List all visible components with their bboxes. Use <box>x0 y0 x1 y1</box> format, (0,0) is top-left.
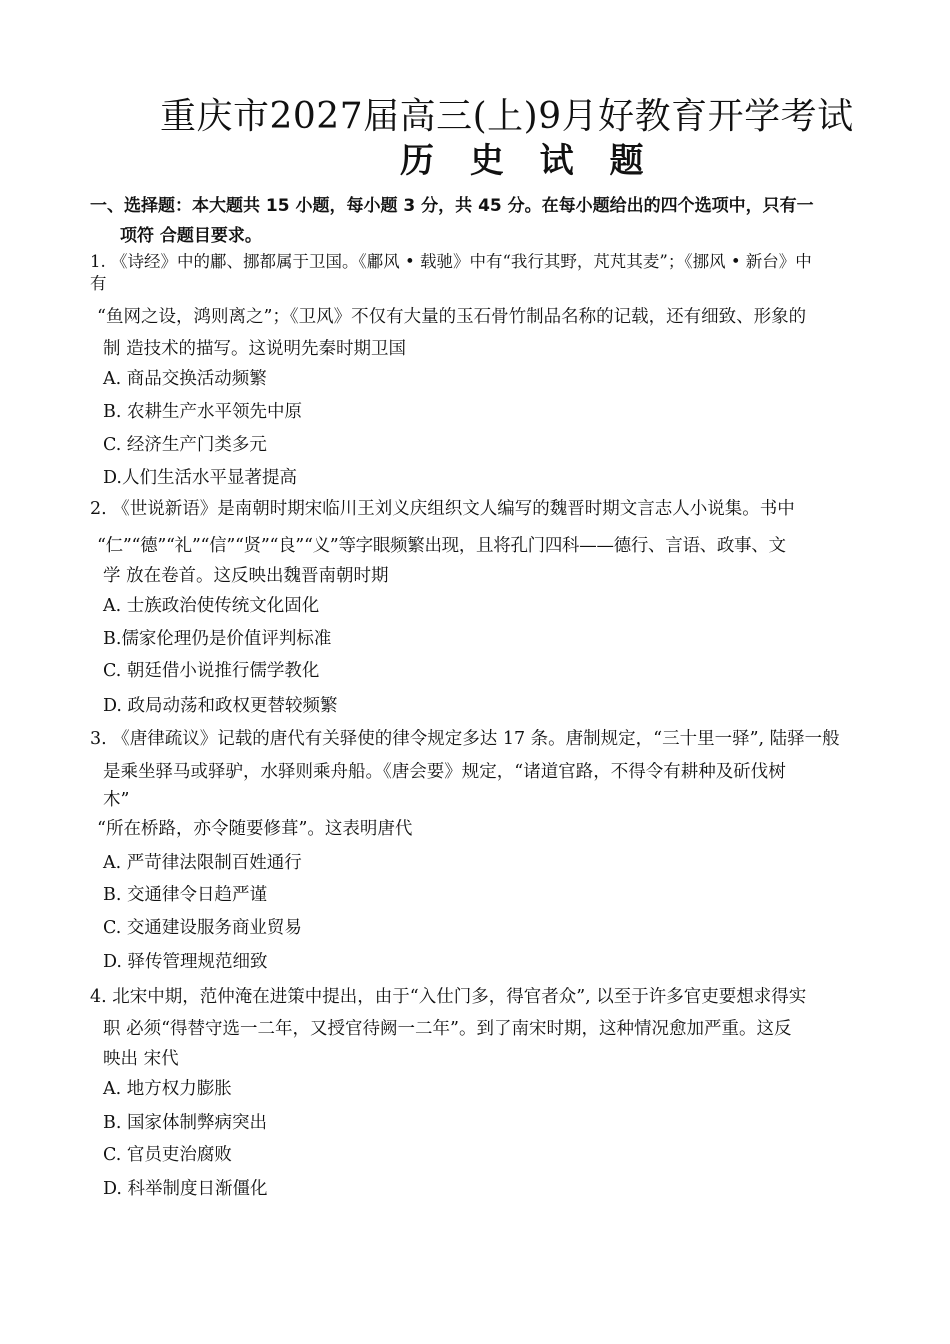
option-a: A. 地方权力膨胀 <box>103 1079 232 1099</box>
question-line: 是乘坐驿马或驿驴，水驿则乘舟船。《唐会要》规定，“诸道官路，不得令有耕种及斫伐树 <box>103 762 786 782</box>
exam-title: 重庆市2027届高三(上)9月好教育开学考试 <box>160 96 854 137</box>
option-c: C. 交通建设服务商业贸易 <box>103 918 302 938</box>
option-a: A. 商品交换活动频繁 <box>103 369 267 389</box>
option-b: B.儒家伦理仍是价值评判标准 <box>103 629 332 649</box>
option-a: A. 士族政治使传统文化固化 <box>103 596 320 616</box>
question-line: 4. 北宋中期，范仲淹在进策中提出，由于“入仕门多，得官者众”, 以至于许多官吏要想求得实 <box>90 987 807 1007</box>
option-b: B. 国家体制弊病突出 <box>103 1113 267 1133</box>
option-b: B. 交通律令日趋严谨 <box>103 885 267 905</box>
question-line: “所在桥路，亦令随要修葺”。这表明唐代 <box>97 819 413 839</box>
exam-subtitle: 历 史 试 题 <box>400 141 656 181</box>
option-c: C. 经济生产门类多元 <box>103 435 267 455</box>
question-line: 木” <box>103 790 130 810</box>
question-line: 有 <box>90 274 107 293</box>
option-a: A. 严苛律法限制百姓通行 <box>103 853 302 873</box>
question-line: 1. 《诗经》中的鄘、挪都属于卫国。《鄘风 • 载驰》中有“我行其野，芃芃其麦”；《挪风 • 新台》中 <box>90 252 812 271</box>
question-line: 映出 宋代 <box>103 1049 179 1069</box>
question-line: “鱼网之设，鸿则离之”；《卫风》不仅有大量的玉石骨竹制品名称的记载，还有细致、形象的 <box>97 307 807 327</box>
section-line: 项符 合题目要求。 <box>120 226 262 246</box>
question-line: 职 必须“得替守选一二年，又授官待阙一二年”。到了南宋时期，这种情况愈加严重。这反 <box>103 1019 792 1039</box>
section-line: 一、选择题：本大题共 15 小题，每小题 3 分，共 45 分。在每小题给出的四个选项中，只有一 <box>90 196 814 216</box>
option-c: C. 官员吏治腐败 <box>103 1145 232 1165</box>
question-line: 制 造技术的描写。这说明先秦时期卫国 <box>103 339 407 359</box>
option-d: D. 科举制度日渐僵化 <box>103 1179 268 1199</box>
question-line: 2. 《世说新语》是南朝时期宋临川王刘义庆组织文人编写的魏晋时期文言志人小说集。书中 <box>90 499 795 519</box>
option-d: D. 政局动荡和政权更替较频繁 <box>103 696 338 716</box>
option-b: B. 农耕生产水平领先中原 <box>103 402 302 422</box>
option-d: D. 驿传管理规范细致 <box>103 952 268 972</box>
option-d: D.人们生活水平显著提高 <box>103 468 297 488</box>
question-line: 学 放在卷首。这反映出魏晋南朝时期 <box>103 566 389 586</box>
question-line: 3. 《唐律疏议》记载的唐代有关驿使的律令规定多达 17 条。唐制规定，“三十里一驿”, 陆驿一般 <box>90 729 840 749</box>
question-line: “仁”“德”“礼”“信”“贤”“良”“义”等字眼频繁出现，且将孔门四科——德行、言语、政事、文 <box>97 536 786 556</box>
option-c: C. 朝廷借小说推行儒学教化 <box>103 661 320 681</box>
